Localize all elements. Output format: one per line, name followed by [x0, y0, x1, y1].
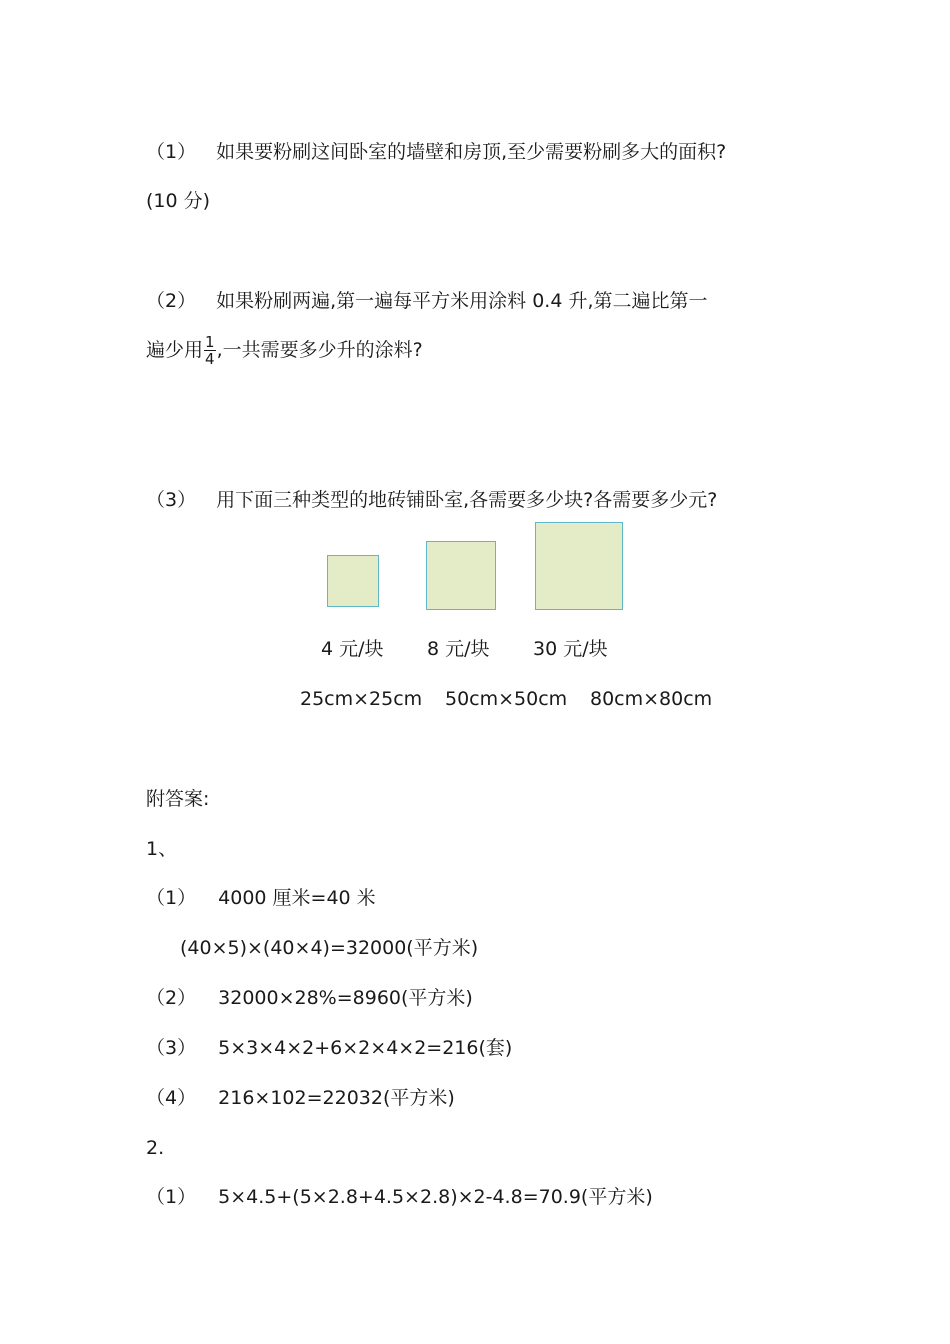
- answer-text: 5×4.5+(5×2.8+4.5×2.8)×2-4.8=70.9(平方米): [218, 1186, 653, 1208]
- answer-label: （1）: [146, 887, 197, 909]
- answer-text: 4000 厘米=40 米: [218, 887, 376, 909]
- fraction-numerator: 1: [205, 333, 215, 351]
- tile-medium-square: [426, 541, 496, 610]
- question-1: [146, 140, 726, 164]
- answer-2-1: [146, 1185, 653, 1209]
- answer-text: 216×102=22032(平方米): [218, 1087, 455, 1109]
- question-3: [146, 488, 717, 512]
- tile-3-size: 80cm×80cm: [590, 688, 713, 710]
- answer-section-2-number: 2.: [146, 1137, 165, 1159]
- question-2-prefix: 遍少用: [146, 339, 204, 361]
- tile-3-price: 30 元/块: [533, 638, 608, 660]
- question-1-text: 如果要粉刷这间卧室的墙壁和房顶,至少需要粉刷多大的面积?: [216, 141, 727, 163]
- question-1-points: (10 分): [146, 190, 211, 212]
- answer-section-1-number: 1、: [146, 838, 178, 860]
- answer-label: （2）: [146, 987, 197, 1009]
- answer-1-3: [146, 1036, 512, 1060]
- fraction-one-quarter: [204, 334, 216, 367]
- question-2-line-2: [146, 332, 423, 368]
- answer-1-1-continued: (40×5)×(40×4)=32000(平方米): [180, 937, 479, 959]
- question-3-text: 用下面三种类型的地砖铺卧室,各需要多少块?各需要多少元?: [216, 489, 718, 511]
- answer-label: （3）: [146, 1037, 197, 1059]
- question-1-label: （1）: [146, 141, 197, 163]
- question-2-label: （2）: [146, 290, 197, 312]
- tile-1-price: 4 元/块: [321, 638, 384, 660]
- answer-text: 5×3×4×2+6×2×4×2=216(套): [218, 1037, 513, 1059]
- answer-1-4: [146, 1086, 455, 1110]
- tile-2-price: 8 元/块: [427, 638, 490, 660]
- tile-2-size: 50cm×50cm: [445, 688, 568, 710]
- answer-text: 32000×28%=8960(平方米): [218, 987, 473, 1009]
- question-2-suffix: ,一共需要多少升的涂料?: [216, 339, 423, 361]
- tile-large-square: [535, 522, 623, 610]
- tile-1-size: 25cm×25cm: [300, 688, 423, 710]
- tile-small-square: [327, 555, 379, 607]
- question-2-text: 如果粉刷两遍,第一遍每平方米用涂料 0.4 升,第二遍比第一: [216, 290, 708, 312]
- question-2: [146, 289, 708, 313]
- fraction-denominator: 4: [205, 350, 215, 368]
- answer-label: （1）: [146, 1186, 197, 1208]
- question-3-label: （3）: [146, 489, 197, 511]
- answer-1-1: [146, 886, 376, 910]
- answer-1-2: [146, 986, 473, 1010]
- answers-heading: 附答案:: [146, 788, 210, 810]
- answer-label: （4）: [146, 1087, 197, 1109]
